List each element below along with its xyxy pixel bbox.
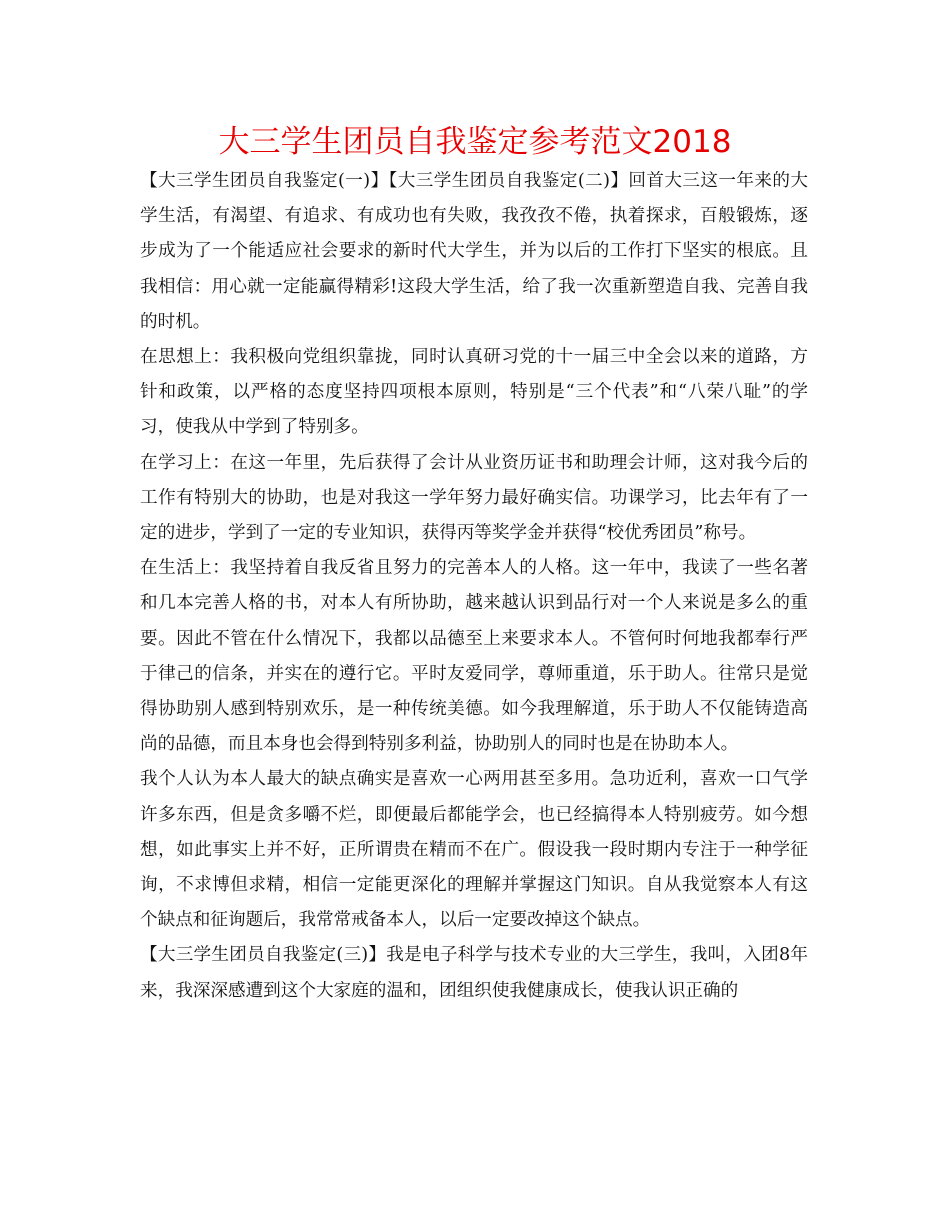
- document-title: 大三学生团员自我鉴定参考范文2018: [218, 124, 732, 160]
- document-body: [140, 164, 808, 1009]
- paragraph-intro: 【大三学生团员自我鉴定(一)】【大三学生团员自我鉴定(二)】回首大三这一年来的大学生活，有渴望、有追求、有成功也有失败，我孜孜不倦，执着探求，百般锻炼，逐步成为了一个能适应社会要求的新时代大学生，并为以后的工作打下坚实的根底。且我相信：用心就一定能赢得精彩!这段大学生活，给了我一次重新塑造自我、完善自我的时机。: [140, 171, 808, 332]
- paragraph-thought: 在思想上：我积极向党组织靠拢，同时认真研习党的十一届三中全会以来的道路，方针和政策，以严格的态度坚持四项根本原则，特别是“三个代表”和“八荣八耻”的学习，使我从中学到了特别多。: [140, 347, 808, 438]
- paragraph-appraisal-three: 【大三学生团员自我鉴定(三)】我是电子科学与技术专业的大三学生，我叫，入团8年来，我深深感遭到这个大家庭的温和，团组织使我健康成长，使我认识正确的: [140, 945, 808, 1001]
- paragraph-life: 在生活上：我坚持着自我反省且努力的完善本人的人格。这一年中，我读了一些名著和几本完善人格的书，对本人有所协助，越来越认识到品行对一个人来说是多么的重要。因此不管在什么情况下，我都以品德至上来要求本人。不管何时何地我都奉行严于律己的信条，并实在的遵行它。平时友爱同学，尊师重道，乐于助人。往常只是觉得协助别人感到特别欢乐，是一种传统美德。如今我理解道，乐于助人不仅能铸造高尚的品德，而且本身也会得到特别多利益，协助别人的同时也是在协助本人。: [140, 558, 808, 755]
- paragraph-study: 在学习上：在这一年里，先后获得了会计从业资历证书和助理会计师，这对我今后的工作有特别大的协助，也是对我这一学年努力最好确实信。功课学习，比去年有了一定的进步，学到了一定的专业知识，获得丙等奖学金并获得“校优秀团员”称号。: [140, 452, 808, 544]
- paragraph-shortcoming: 我个人认为本人最大的缺点确实是喜欢一心两用甚至多用。急功近利，喜欢一口气学许多东西，但是贪多嚼不烂，即便最后都能学会，也已经搞得本人特别疲劳。如今想想，如此事实上并不好，正所谓贵在精而不在广。假设我一段时期内专注于一种学征询，不求博但求精，相信一定能更深化的理解并掌握这门知识。自从我觉察本人有这个缺点和征询题后，我常常戒备本人，以后一定要改掉这个缺点。: [140, 769, 808, 931]
